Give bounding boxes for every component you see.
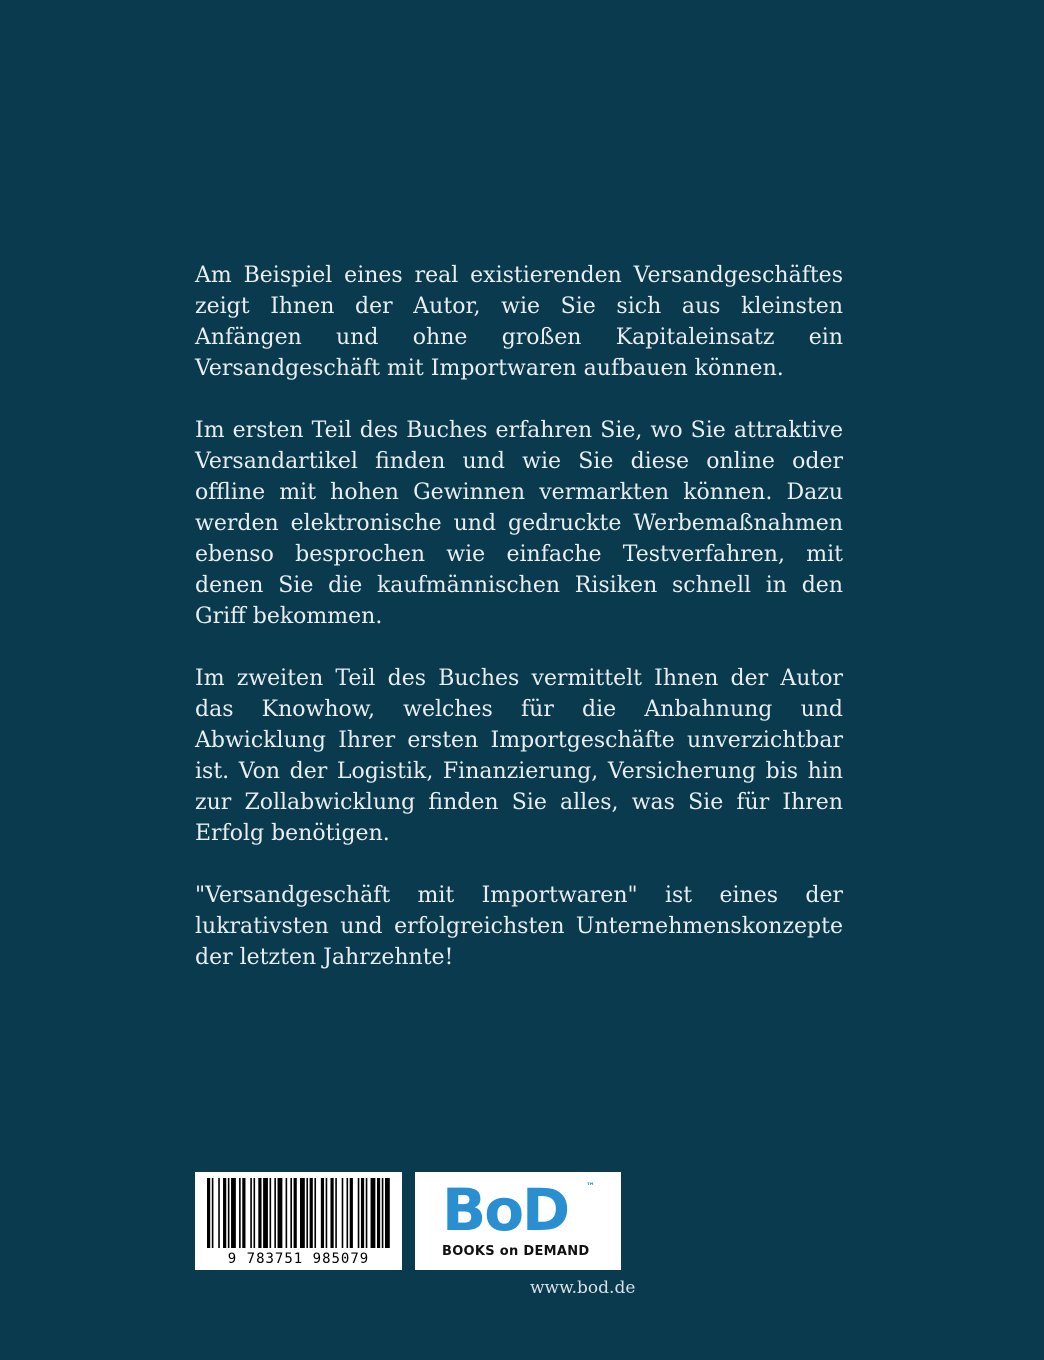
publisher-website: www.bod.de [530, 1278, 636, 1298]
barcode-bar [254, 1178, 256, 1248]
blurb-paragraph-4: "Versandgeschäft mit Importwaren" ist eines der lukrativsten und erfolgreichsten Unternehmenskonzepte der letzten Jahrzehnte! [195, 883, 843, 970]
barcode-bar [342, 1178, 344, 1248]
barcode-bar [385, 1178, 390, 1248]
barcode-bar [239, 1178, 241, 1248]
barcode-bar [270, 1178, 272, 1248]
barcode-bar [310, 1178, 313, 1248]
barcode-bar [286, 1178, 288, 1248]
barcode-bar [294, 1178, 297, 1248]
barcode-bar [335, 1178, 337, 1248]
barcode-bar [314, 1178, 316, 1248]
barcode-bar [207, 1178, 210, 1248]
trademark-mark: ™ [586, 1182, 595, 1192]
barcode-bar [231, 1178, 236, 1248]
barcode-bar [263, 1178, 268, 1248]
barcode-bar [306, 1178, 308, 1248]
barcode-bar [228, 1178, 230, 1248]
barcode-bar [258, 1178, 261, 1248]
barcode-bar [371, 1178, 376, 1248]
publisher-subtitle: BOOKS on DEMAND [442, 1244, 590, 1259]
barcode-bar [242, 1178, 245, 1248]
barcode-bar [321, 1178, 324, 1248]
barcode-bar [361, 1178, 364, 1248]
barcode-bar [358, 1178, 360, 1248]
isbn-barcode [195, 1172, 402, 1270]
barcode-bar [366, 1178, 368, 1248]
barcode-number: 9 783751 985079 [227, 1251, 370, 1267]
barcode-bar [278, 1178, 283, 1248]
barcode-bars [207, 1178, 393, 1248]
barcode-bar [326, 1178, 328, 1248]
bod-logo-text: BoD [442, 1176, 569, 1244]
barcode-bar [300, 1178, 305, 1248]
blurb-text [195, 260, 843, 1004]
barcode-bar [290, 1178, 292, 1248]
barcode-bar [330, 1178, 333, 1248]
blurb-paragraph-1: Am Beispiel eines real existierenden Versandgeschäftes zeigt Ihnen der Autor, wie Sie sich aus kleinsten Anfängen und ohne großen Kapitaleinsatz ein Versandgeschäft mit Importwaren aufbauen können. [195, 263, 843, 381]
barcode-bar [347, 1178, 349, 1248]
barcode-bar [382, 1178, 384, 1248]
barcode-bar [223, 1178, 226, 1248]
barcode-bar [274, 1178, 276, 1248]
barcode-bar [212, 1178, 214, 1248]
barcode-bar [250, 1178, 252, 1248]
blurb-paragraph-3: Im zweiten Teil des Buches vermittelt Ihnen der Autor das Knowhow, welches für die Anbahnung und Abwicklung Ihrer ersten Importgeschäfte unverzichtbar ist. Von der Logistik, Finanzierung, Versicherung bis hin zur Zollabwicklung finden Sie alles, was Sie für Ihren Erfolg benötigen. [195, 666, 843, 846]
blurb-paragraph-2: Im ersten Teil des Buches erfahren Sie, wo Sie attraktive Versandartikel finden und wie Sie diese online oder offline mit hohen Gewinnen vermarkten können. Dazu werden elektronische und gedruckte Werbemaßnahmen ebenso besprochen wie einfache Testverfahren, mit denen Sie die kaufmännischen Risiken schnell in den Griff bekommen. [195, 418, 843, 629]
publisher-logo [415, 1172, 621, 1270]
barcode-bar [377, 1178, 380, 1248]
barcode-bar [350, 1178, 353, 1248]
barcode-bar [218, 1178, 220, 1248]
